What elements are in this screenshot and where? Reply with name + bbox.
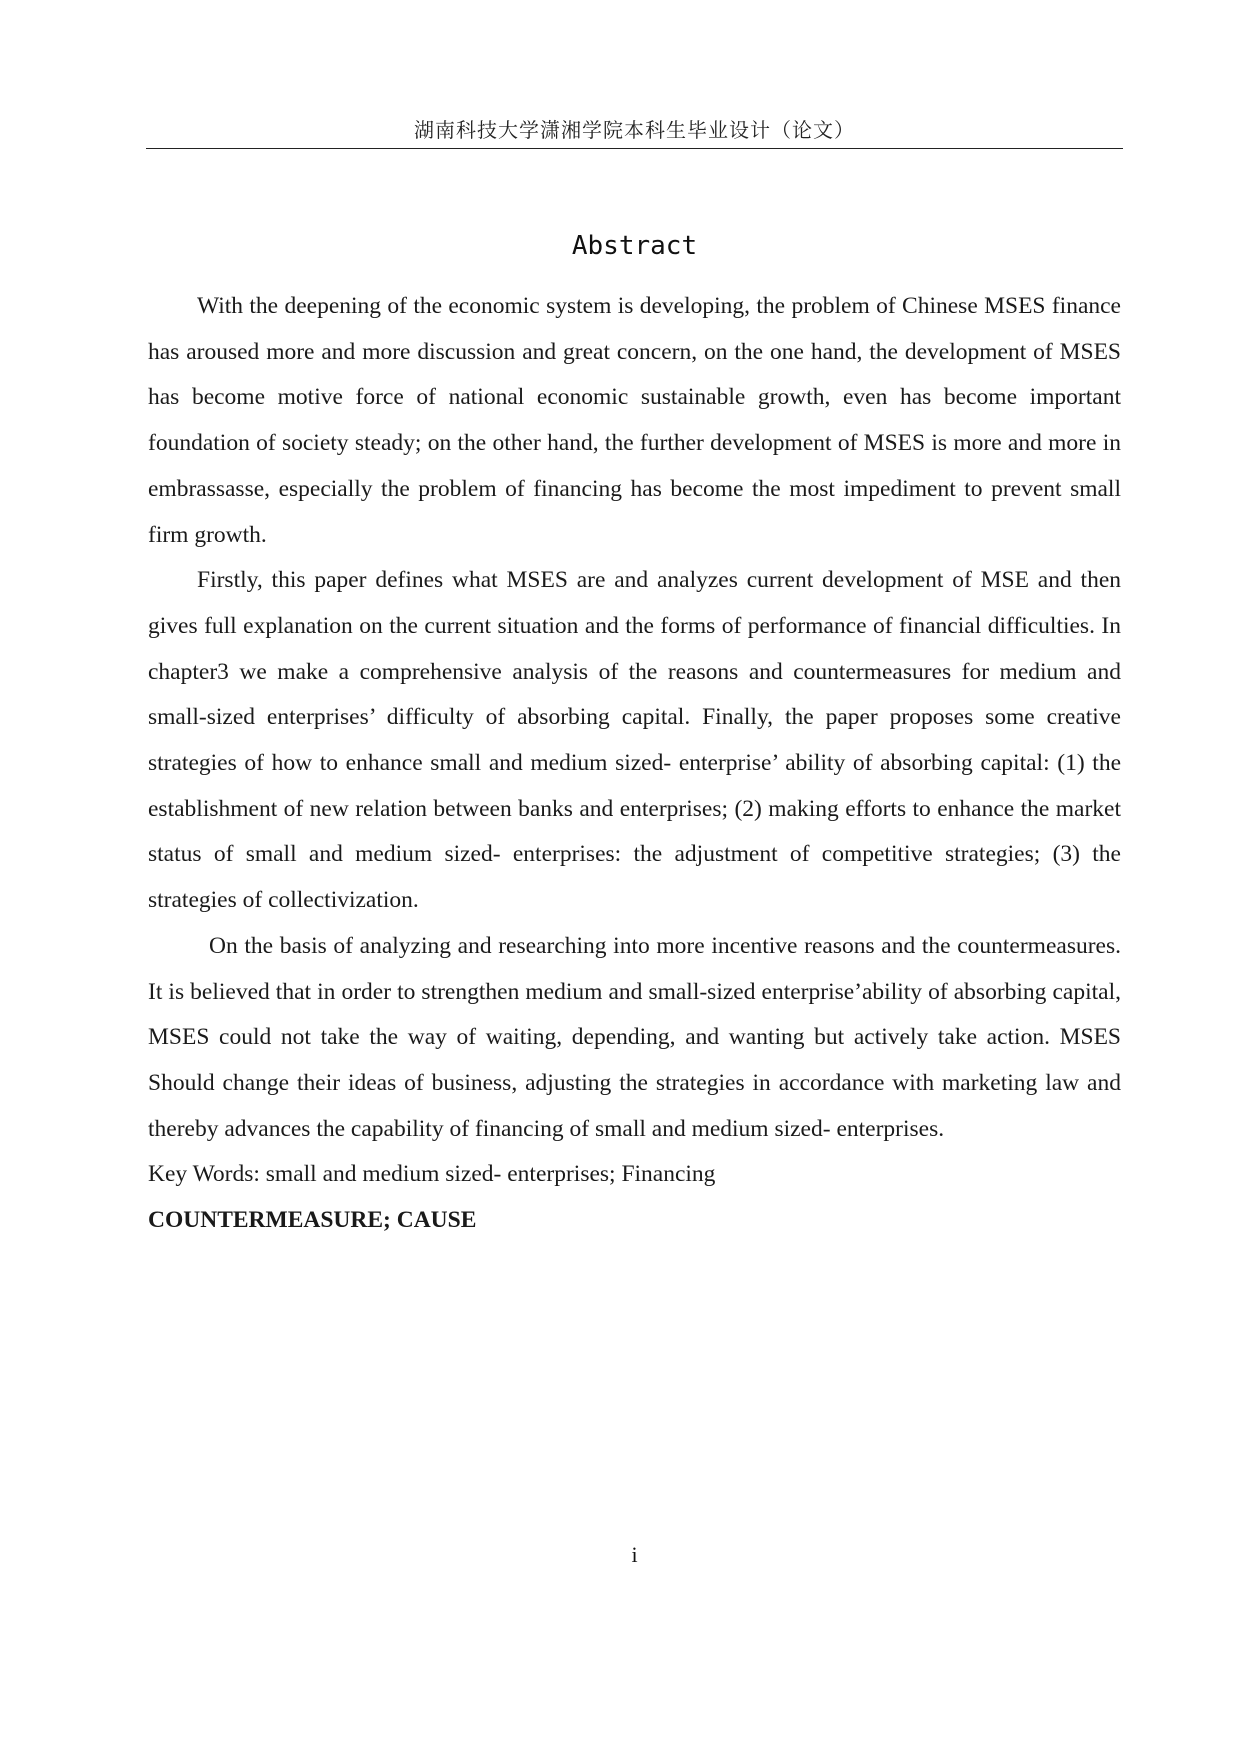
abstract-body bbox=[148, 284, 1121, 1244]
running-header: 湖南科技大学潇湘学院本科生毕业设计（论文） bbox=[414, 118, 855, 142]
keywords-continuation: COUNTERMEASURE; CAUSE bbox=[148, 1207, 477, 1234]
abstract-paragraph: On the basis of analyzing and researching into more incentive reasons and the countermeasures. It is believed that in order to strengthen medium and small-sized enterprise’ability of absorbing capital, MSES could not take the way of waiting, depending, and wanting but actively take action. MSES Should change their ideas of business, adjusting the strategies in accordance with marketing law and thereby advances the capability of financing of small and medium sized- enterprises. bbox=[148, 932, 1121, 1142]
header-rule bbox=[146, 148, 1123, 149]
abstract-paragraph: With the deepening of the economic system is developing, the problem of Chinese MSES finance has aroused more and more discussion and great concern, on the one hand, the development of MSES has become motive force of national economic sustainable growth, even has become important foundation of society steady; on the other hand, the further development of MSES is more and more in embrassasse, especially the problem of financing has become the most impediment to prevent small firm growth. bbox=[148, 293, 1121, 548]
abstract-paragraph: Firstly, this paper defines what MSES are and analyzes current development of MSE and then gives full explanation on the current situation and the forms of performance of financial difficulties. In chapter3 we make a comprehensive analysis of the reasons and countermeasures for medium and small-sized enterprises’ difficulty of absorbing capital. Finally, the paper proposes some creative strategies of how to enhance small and medium sized- enterprise’ ability of absorbing capital: (1) the establishment of new relation between banks and enterprises; (2) making efforts to enhance the market status of small and medium sized- enterprises: the adjustment of competitive strategies; (3) the strategies of collectivization. bbox=[148, 567, 1121, 914]
keywords-line: Key Words: small and medium sized- enterprises; Financing bbox=[148, 1161, 716, 1188]
abstract-title: Abstract bbox=[571, 231, 698, 261]
page-number: i bbox=[631, 1542, 638, 1567]
